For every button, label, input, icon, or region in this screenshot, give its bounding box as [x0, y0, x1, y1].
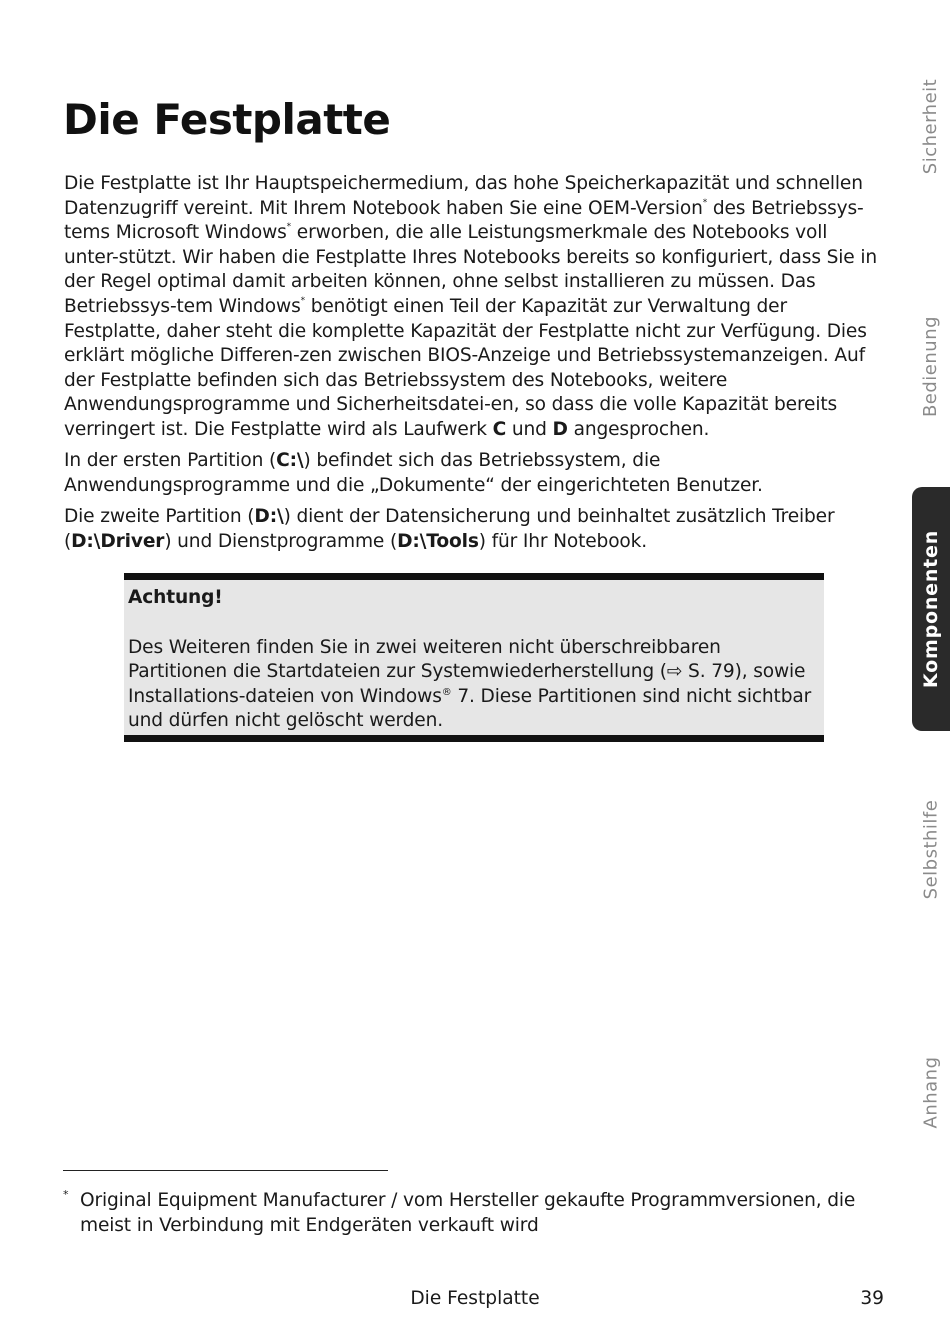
page-number: 39: [860, 1288, 884, 1309]
registered-mark: ®: [441, 686, 452, 698]
warning-title: Achtung!: [128, 587, 223, 608]
text-run: und: [506, 418, 553, 440]
warning-text: [128, 636, 820, 734]
text-run: erworben, die alle Leistungsmerkmale des Notebooks voll unter-stützt. Wir haben die Festplatte Ihres Notebooks bereits so konfiguriert, dass Sie in der Regel optimal damit arbeiten können, ohne selbst installieren zu müssen. Das Betriebssys-tem Windows: [64, 222, 877, 317]
warning-box: [124, 573, 824, 742]
text-run: ) dient der Datensicherung und beinhaltet zusätzlich Treiber (: [64, 506, 835, 552]
footer-title: Die Festplatte: [410, 1288, 540, 1309]
intro-paragraph: [64, 172, 882, 449]
path-c: C:\: [276, 450, 304, 471]
text-run: Die zweite Partition (: [64, 506, 255, 527]
partition-c-paragraph: [64, 449, 882, 504]
text-run: Des Weiteren finden Sie in zwei weiteren nicht überschreibbaren Partitionen die Startdateien zur Systemwiederherstellung (: [128, 636, 721, 683]
side-tab-anhang[interactable]: [912, 1046, 950, 1138]
arrow-right-icon: ⇨: [666, 661, 683, 683]
side-tab-sicherheit[interactable]: [912, 70, 950, 182]
path-d-tools: D:\Tools: [397, 530, 479, 552]
drive-letter-d: D: [552, 418, 568, 440]
footnote-text: Original Equipment Manufacturer / vom Hersteller gekaufte Programmversionen, die meist in Verbindung mit Endgeräten verkauft wird: [80, 1190, 856, 1236]
footnote-mark: *: [63, 1188, 69, 1201]
text-run: ) befindet sich das Betriebssystem, die Anwendungsprogramme und die „Dokumente“ der eingerichteten Benutzer.: [64, 450, 763, 496]
side-tab-label: Selbsthilfe: [920, 799, 942, 899]
page-title: Die Festplatte: [63, 95, 391, 144]
text-run: In der ersten Partition (: [64, 450, 277, 471]
side-tab-selbsthilfe[interactable]: [912, 790, 950, 908]
partition-d-paragraph: [64, 505, 882, 560]
footnote-divider: [63, 1170, 388, 1171]
footnote-reference: *: [286, 222, 292, 233]
text-run: angesprochen.: [567, 418, 710, 440]
text-run: S. 79), sowie Installations-dateien von Windows: [128, 661, 806, 707]
text-run: benötigt einen Teil der Kapazität zur Verwaltung der Festplatte, daher steht die komplette Kapazität der Festplatte nicht zur Verfügung. Dies erklärt mögliche Differen-zen zwischen BIOS-Anzeige und Betriebssystemanzeigen. Auf der Festplatte befinden sich das Betriebssystem des Notebooks, weitere Anwendungsprogramme und Sicherheitsdatei-en, so dass die volle Kapazität bereits verringert ist. Die Festplatte wird als Laufwerk: [64, 295, 867, 440]
side-tab-bedienung[interactable]: [912, 310, 950, 422]
footnote-reference: *: [300, 295, 305, 306]
text-run: ) für Ihr Notebook.: [478, 530, 648, 552]
drive-letter-c: C: [492, 418, 507, 440]
side-tab-label: Komponenten: [920, 529, 943, 689]
text-run: 7. Diese Partitionen sind nicht sichtbar und dürfen nicht gelöscht werden.: [128, 685, 812, 732]
footnote-reference: *: [702, 197, 708, 208]
path-d: D:\: [254, 506, 284, 527]
side-tab-label: Anhang: [920, 1056, 942, 1128]
side-tab-komponenten[interactable]: [912, 487, 950, 731]
text-run: des Betriebssys-tems Microsoft Windows: [64, 197, 864, 244]
text-run: Die Festplatte ist Ihr Hauptspeichermedium, das hohe Speicherkapazität und schnellen Datenzugriff vereint. Mit Ihrem Notebook haben Sie eine OEM-Version: [64, 173, 863, 219]
text-run: ) und Dienstprogramme (: [164, 530, 398, 552]
side-tab-label: Sicherheit: [920, 78, 942, 174]
side-tab-label: Bedienung: [920, 315, 942, 417]
path-d-driver: D:\Driver: [71, 530, 165, 552]
